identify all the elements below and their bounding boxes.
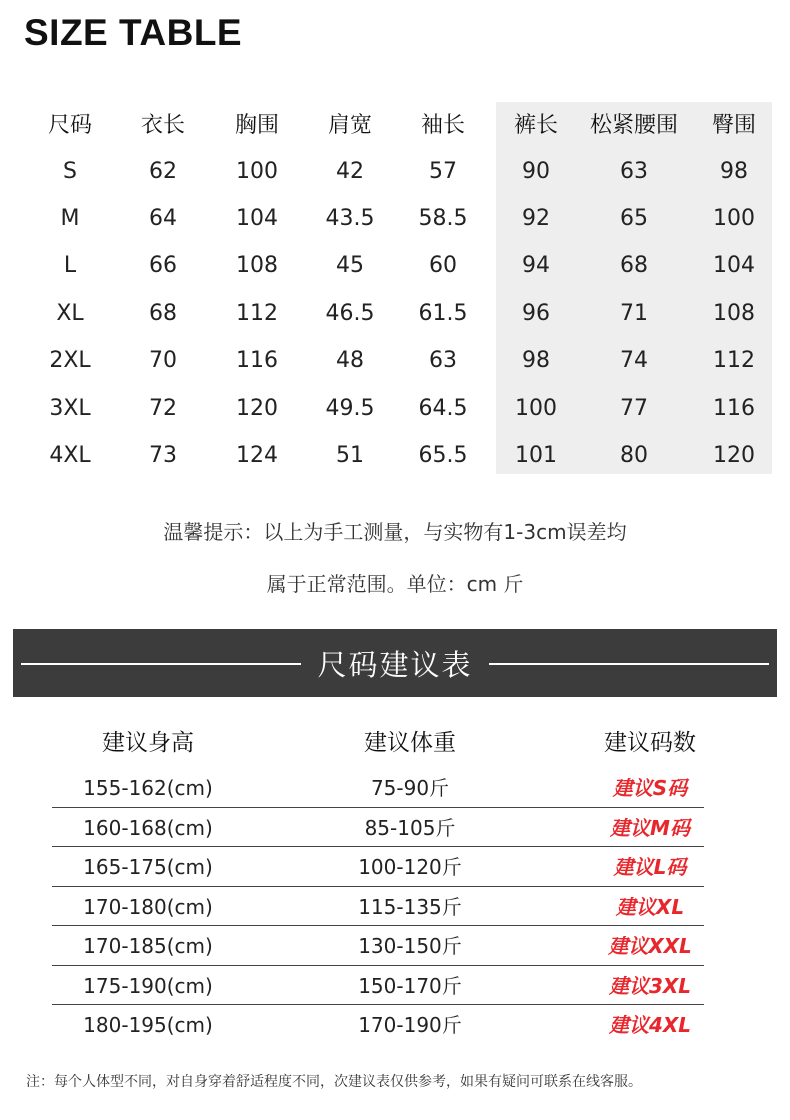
size-table-cell: 68 [149,300,177,326]
recommend-height: 160-168(cm) [83,815,213,840]
size-label: XL [56,300,84,326]
size-table-cell: 45 [336,253,364,279]
recommendation-table [52,768,704,1044]
header-size: 建议码数 [604,730,696,756]
size-table-cell: 104 [236,205,278,231]
size-label: M [60,205,80,231]
size-table-cell: 68 [620,253,648,279]
size-label: L [63,253,77,279]
size-table-header: 裤长 [513,113,558,139]
size-table-cell: 80 [620,442,648,468]
recommend-size: 建议3XL [608,973,692,998]
table-row [52,1005,704,1044]
table-row [52,768,704,808]
size-table-cell: 98 [720,158,748,184]
size-table-cell: 61.5 [418,300,468,326]
size-table-cell: 124 [236,442,278,468]
recommend-weight: 115-135斤 [358,894,462,919]
size-table-header: 胸围 [234,113,279,139]
size-table-cell: 116 [713,395,755,421]
size-table-cell: 112 [713,348,755,374]
measurement-note-line1: 温馨提示：以上为手工测量，与实物有1-3cm误差均 [163,520,627,544]
size-table-cell: 65 [620,205,648,231]
size-table-cell: 73 [149,442,177,468]
size-table-cell: 58.5 [418,205,468,231]
size-table-cell: 101 [515,442,557,468]
recommend-height: 180-195(cm) [83,1013,213,1037]
recommend-height: 175-190(cm) [83,973,213,998]
size-table-cell: 72 [149,395,177,421]
size-table-cell: 92 [522,205,550,231]
size-table-cell: 108 [713,300,755,326]
recommend-weight: 100-120斤 [358,855,462,879]
size-table-cell: 100 [236,158,278,184]
size-table-cell: 77 [620,395,648,421]
size-label: 3XL [49,395,91,421]
header-height: 建议身高 [102,730,194,756]
size-label: 2XL [49,348,91,374]
size-table-cell: 51 [336,442,364,468]
size-table-header: 松紧腰围 [589,113,678,139]
footnote: 注：每个人体型不同，对自身穿着舒适程度不同，次建议表仅供参考，如果有疑问可联系在线客服。 [26,1074,642,1090]
banner-title: 尺码建议表 [317,647,473,682]
size-table-cell: 100 [515,395,557,421]
size-table-cell: 98 [522,348,550,374]
size-table-cell: 46.5 [325,300,375,326]
size-table-cell: 108 [236,253,278,279]
size-table-header: 臀围 [711,113,756,139]
size-table-cell: 70 [149,348,177,374]
measurement-note-line2: 属于正常范围。单位：cm 斤 [266,572,524,596]
recommend-size: 建议4XL [608,1013,692,1037]
size-table-cell: 64.5 [418,395,468,421]
recommend-size: 建议XL [615,894,685,919]
size-label: S [63,158,77,184]
size-table-cell: 48 [336,348,364,374]
recommend-height: 165-175(cm) [83,855,213,879]
size-table-header: 衣长 [140,113,185,139]
size-table-cell: 116 [236,348,278,374]
recommend-weight: 85-105斤 [364,815,456,840]
header-weight: 建议体重 [364,730,456,756]
size-table-header: 尺码 [47,113,92,139]
size-table-cell: 94 [522,253,550,279]
table-row [52,926,704,966]
size-label: 4XL [49,442,91,468]
size-table-cell: 57 [429,158,457,184]
size-table-cell: 112 [236,300,278,326]
size-table-header: 肩宽 [327,113,372,139]
size-table-cell: 90 [522,158,550,184]
size-table-cell: 42 [336,158,364,184]
recommend-weight: 130-150斤 [358,934,462,958]
size-grid [24,100,772,479]
size-table-cell: 120 [713,442,755,468]
size-table-cell: 63 [429,348,457,374]
recommend-height: 170-180(cm) [83,894,213,919]
page-title: SIZE TABLE [24,12,243,53]
size-table-cell: 74 [620,348,648,374]
recommend-size: 建议L码 [613,855,687,879]
table-row [52,808,704,848]
size-table-cell: 63 [620,158,648,184]
size-table-cell: 71 [620,300,648,326]
recommend-size: 建议XXL [608,934,692,958]
recommend-height: 155-162(cm) [83,776,213,800]
size-table-cell: 62 [149,158,177,184]
size-table-cell: 120 [236,395,278,421]
recommend-weight: 170-190斤 [358,1013,462,1037]
size-table-cell: 100 [713,205,755,231]
size-table-cell: 66 [149,253,177,279]
size-table-cell: 104 [713,253,755,279]
size-table-header: 袖长 [420,113,465,139]
size-table-cell: 96 [522,300,550,326]
recommend-height: 170-185(cm) [83,934,213,958]
recommend-weight: 75-90斤 [370,776,450,800]
size-table-cell: 43.5 [325,205,375,231]
table-row [52,847,704,887]
size-table-cell: 64 [149,205,177,231]
recommendation-banner [13,629,777,697]
size-table-cell: 65.5 [418,442,468,468]
size-table-cell: 49.5 [325,395,375,421]
table-row [52,966,704,1006]
recommend-size: 建议M码 [610,815,690,840]
recommend-weight: 150-170斤 [358,973,462,998]
table-row [52,887,704,927]
size-table-cell: 60 [429,253,457,279]
recommend-size: 建议S码 [612,776,688,800]
